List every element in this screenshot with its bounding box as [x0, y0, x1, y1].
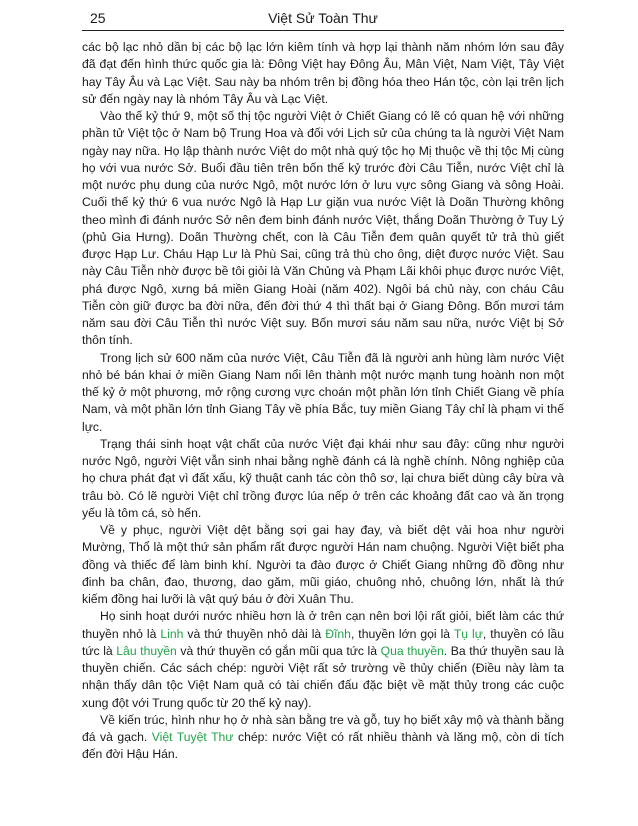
- paragraph: Trong lịch sử 600 năm của nước Việt, Câu Tiễn đã là người anh hùng làm nước Việt nhỏ bé bán khai ở miền Giang Nam nổi lên thành một nước mạnh tung hoành non một thế kỷ ở một phương, mở rộng cương vực choán một phần lớn tỉnh Chiết Giang về phía Nam, và một phần lớn tỉnh Giang Tây về phía Bắc, tuy miền Giang Tây chỉ là phạm vi thế lực.: [82, 350, 564, 434]
- highlighted-term: Việt Tuyệt Thư: [151, 730, 234, 744]
- paragraph: [82, 712, 564, 764]
- running-title: Việt Sử Toàn Thư: [268, 10, 378, 26]
- page-header: [82, 8, 564, 31]
- highlighted-term: Lâu thuyền: [116, 643, 177, 658]
- paragraph: Về y phục, người Việt dệt bằng sợi gai hay đay, và biết dệt vải hoa như người Mường, Thổ là một thứ sản phẩm rất được người Hán nam chuộng. Người Việt biết pha đồng và thiếc để làm binh khí. Người ta đào được ở Chiết Giang những đồ đồng như đinh ba chân, đao, thương, dao găm, mũi giáo, chuông nhỏ, chuông lớn, nhất là thứ kiếm đồng hai lưỡi là vật quý báu ở đời Xuân Thu.: [82, 523, 564, 606]
- text-run: và thứ thuyền nhỏ dài là: [183, 626, 326, 641]
- highlighted-term: Qua thuyền: [380, 643, 444, 658]
- text-run: , thuyền có lầu tức là: [82, 626, 564, 658]
- paragraph: Vào thế kỷ thứ 9, một số thị tộc người Việt ở Chiết Giang có lẽ có quan hệ với những phần tử Việt tộc ở Nam bộ Trung Hoa và đối với Lịch sử của chúng ta là người Việt Nam ngày nay nữa. Họ lập thành nước Việt do một nhà quý tộc họ Mị thuộc về thị tộc Mị cùng họ với vua nước Sở. Buổi đầu tiên trên bốn thế kỷ trước đời Câu Tiễn, nước Việt chỉ là một nước phụ dung của nước Ngô, một nước lớn ở lưu vực sông Giang và sông Hoài. Cuối thế kỷ thứ 6 vua nước Ngô là Hạp Lư giặn vua nước Việt là Doãn Thường không theo mình đi đánh nước Sở nên đem binh đánh nước Việt, thắng Doãn Thường ở Tuy Lý (phủ Gia Hưng). Doãn Thường chết, con là Câu Tiễn đem quân quyết tử trả thù giết được Hạp Lư. Cháu Hạp Lư là Phù Sai, cũng trả thù cho ông, diệt được nước Việt. Sau này Câu Tiễn nhờ được bề tôi giỏi là Văn Chủng và Phạm Lãi khôi phục được nước Việt, phá được Ngô, xưng bá miền Giang Hoài (năm 402). Ngôi bá chủ này, con cháu Câu Tiễn còn giữ được ba đời nữa, đến đời thứ 4 thì thất bại ở Giang Đông. Bốn mươi tám năm sau đời Câu Tiễn thì nước Việt suy. Bốn mươi sáu năm sau nữa, nước Việt bị Sở thôn tính.: [82, 109, 564, 348]
- text-run: Họ sinh hoạt dưới nước nhiều hơn là ở trên cạn nên bơi lội rất giỏi, biết làm các thứ thuyền nhỏ là: [82, 609, 564, 641]
- body-text: [82, 39, 564, 764]
- text-run: , thuyền lớn gọi là: [350, 626, 454, 641]
- text-run: . Ba thứ thuyền sau là thuyền chiến. Các sách chép: người Việt rất sở trường về thủy chiến (Điều này làm ta nhận thấy dân tộc Việt Nam quả có tài chiến đấu đặc biệt về mặt thủy trong các cuộc xung đột với Trung quốc từ 20 thế kỷ nay).: [82, 643, 564, 710]
- paragraph: Trạng thái sinh hoạt vật chất của nước Việt đại khái như sau đây: cũng như người nước Ngô, người Việt vẫn sinh nhai bằng nghề đánh cá là nghề chính. Nông nghiệp của họ chưa phát đạt vì đất xấu, kỹ thuật canh tác còn thô sơ, lại chưa biết dùng cây bừa và trâu bò. Có lẽ người Việt chỉ trồng được lúa nếp ở trên các khoảng đất cao và ăn trọng yếu là tôm cá, sò hến.: [82, 436, 564, 520]
- highlighted-term: Đĩnh: [325, 626, 351, 641]
- paragraph: các bộ lạc nhỏ dần bị các bộ lạc lớn kiêm tính và hợp lại thành năm nhóm lớn sau đây đã đạt đến hình thức quốc gia là: Đông Việt hay Đông Âu, Mân Việt, Nam Việt, Tây Việt hay Tây Âu và Lạc Việt. Sau này ba nhóm trên bị đồng hóa theo Hán tộc, còn lại trên lịch sử đến ngày nay là nhóm Tây Âu và Lạc Việt.: [82, 40, 564, 106]
- paragraph: [82, 608, 564, 712]
- highlighted-term: Linh: [160, 626, 184, 641]
- text-run: Về kiến trúc, hình như họ ở nhà sàn bằng tre và gỗ, tuy họ biết xây mộ và thành bằng đá và gạch.: [82, 712, 564, 744]
- text-run: chép: nước Việt có rất nhiều thành và lăng mộ, còn di tích đến đời Hậu Hán.: [82, 730, 564, 762]
- page-number: 25: [90, 10, 106, 26]
- text-run: và thứ thuyền có gắn mũi qua tức là: [176, 643, 381, 658]
- highlighted-term: Tụ lự: [453, 626, 483, 641]
